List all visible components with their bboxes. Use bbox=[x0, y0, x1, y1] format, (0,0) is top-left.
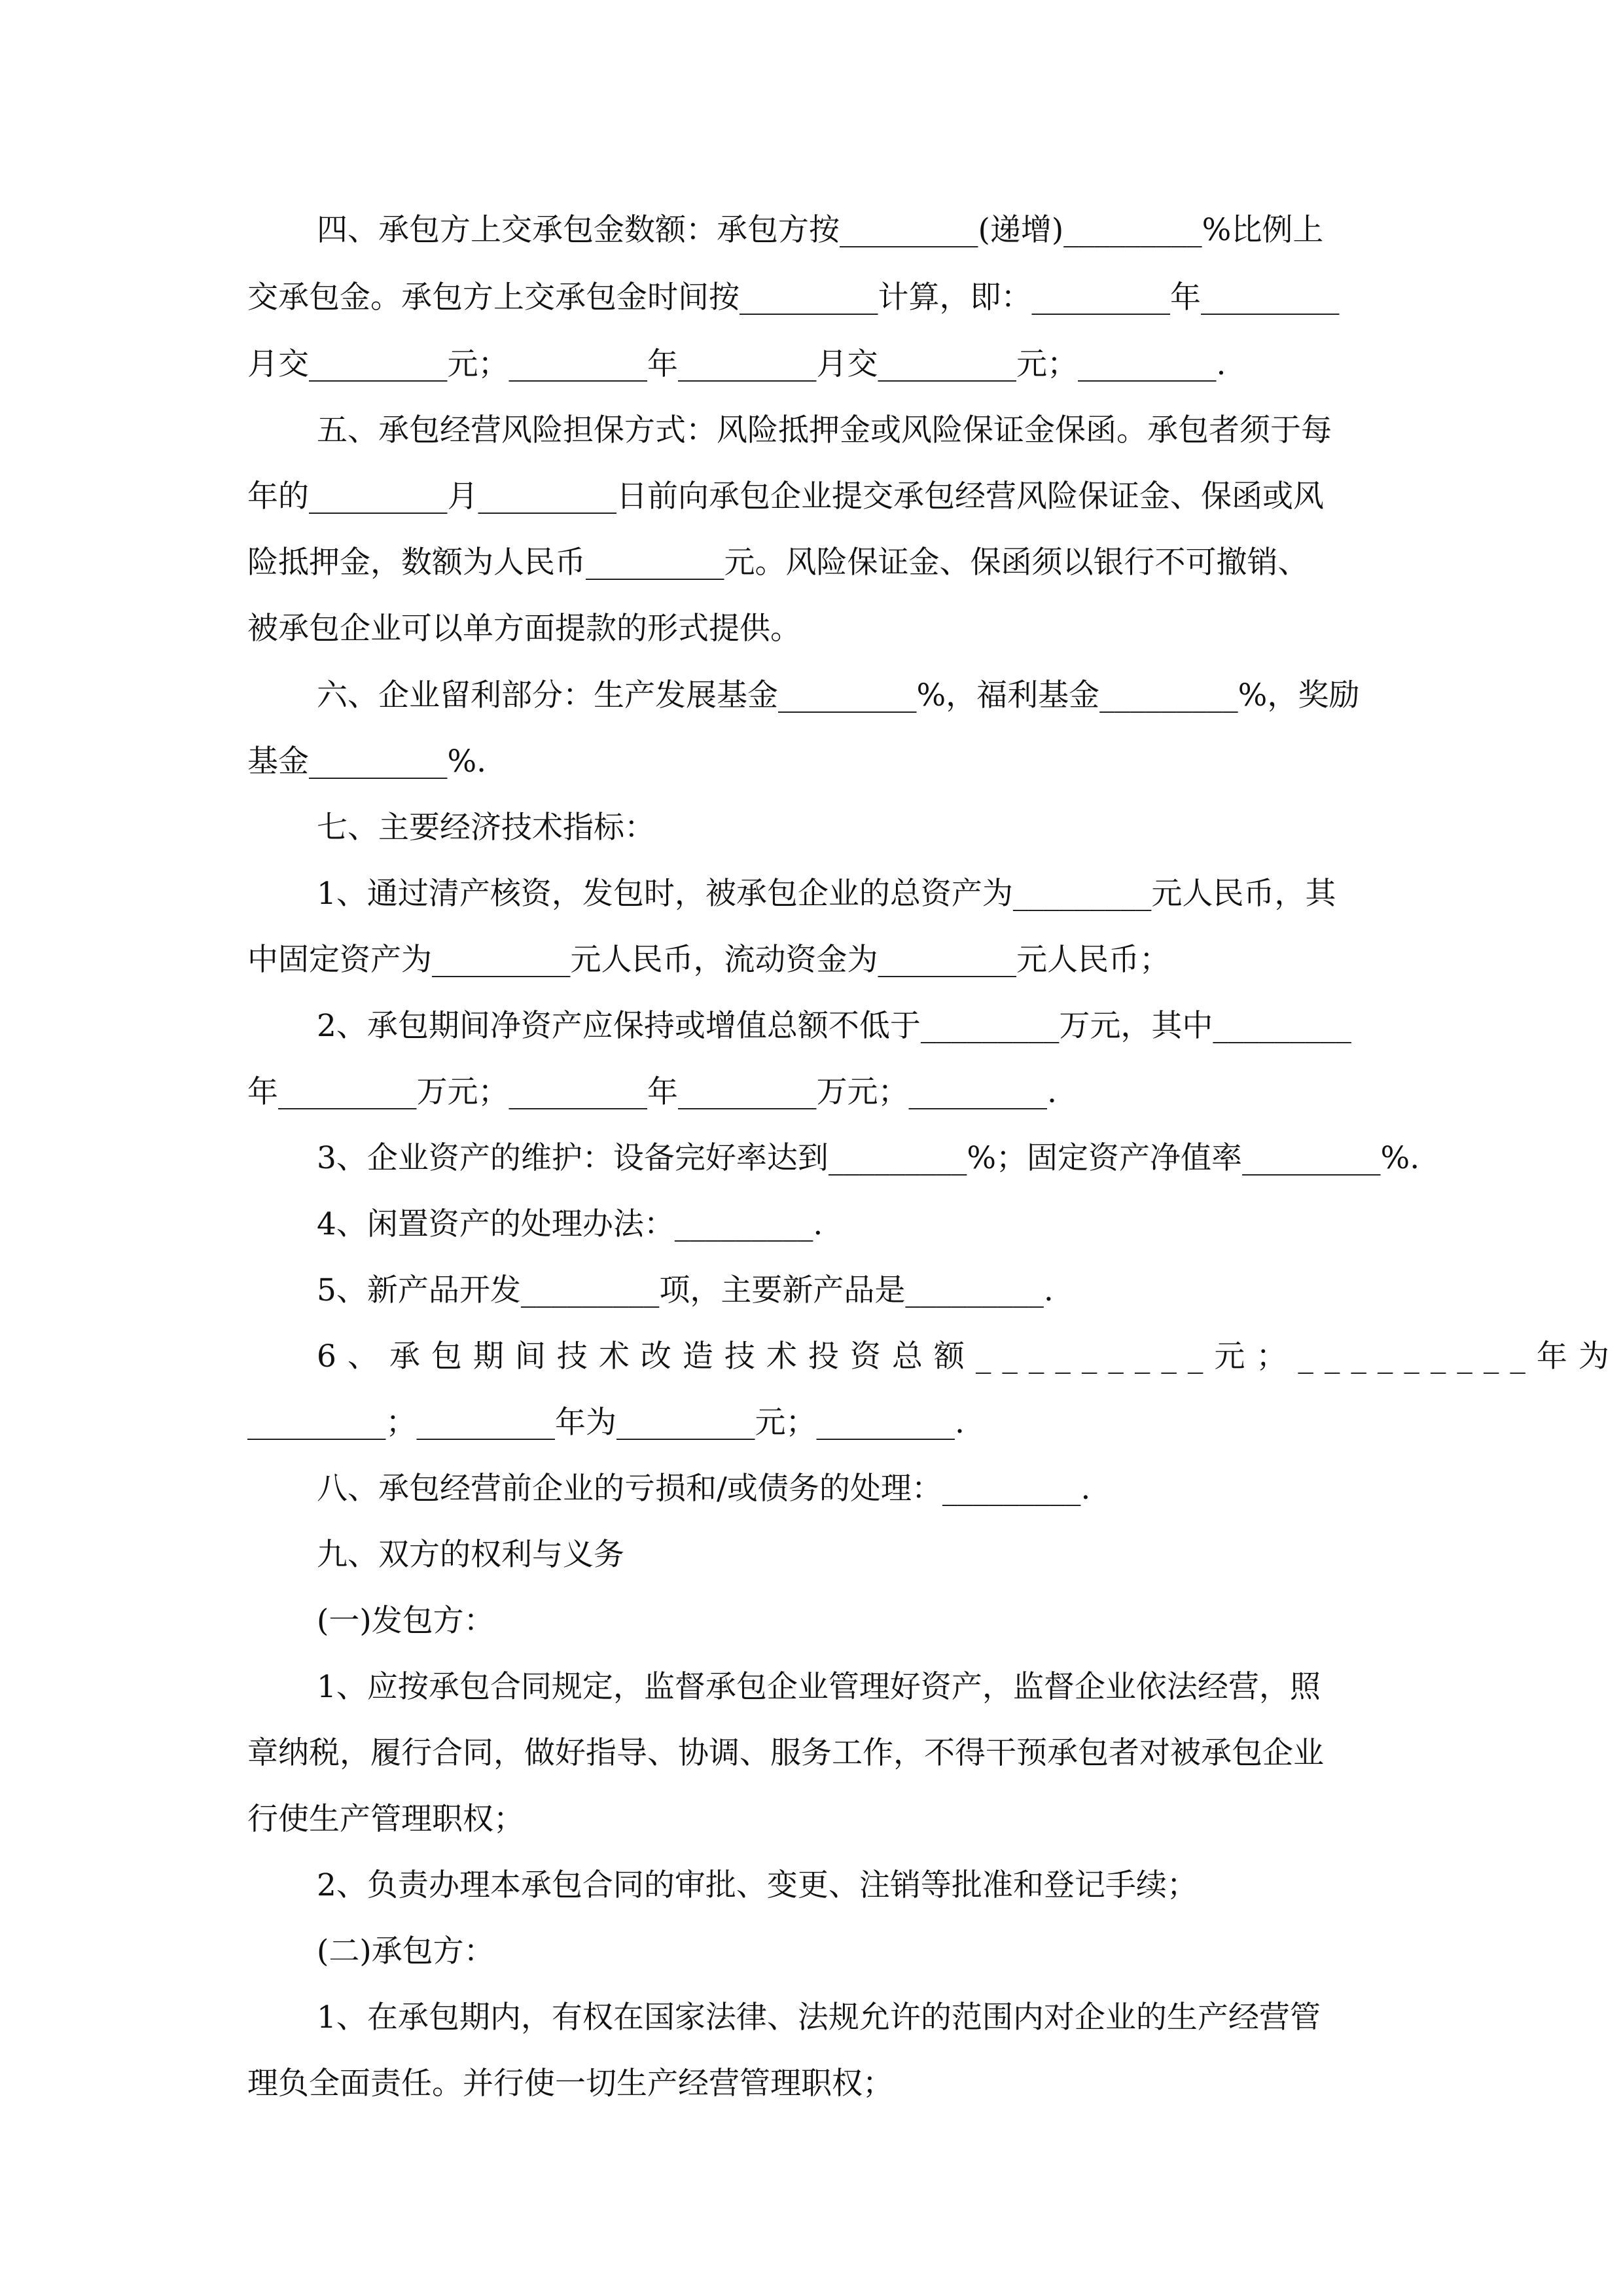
text-line: 5、新产品开发_________项，主要新产品是_________. bbox=[317, 1272, 1054, 1308]
text-line: 交承包金。承包方上交承包金时间按_________计算，即：_________年_________ bbox=[247, 279, 1340, 315]
text-line: 1、应按承包合同规定，监督承包企业管理好资产，监督企业依法经营，照 bbox=[317, 1669, 1321, 1705]
text-line: _________；_________年为_________元；_________. bbox=[247, 1405, 965, 1441]
text-line: 理负全面责任。并行使一切生产经营管理职权； bbox=[247, 2066, 893, 2102]
text-line: 险抵押金，数额为人民币_________元。风险保证金、保函须以银行不可撤销、 bbox=[247, 545, 1309, 581]
text-line: 中固定资产为_________元人民币，流动资金为_________元人民币； bbox=[247, 942, 1170, 978]
text-line: 3、企业资产的维护：设备完好率达到_________%；固定资产净值率_________%. bbox=[317, 1140, 1420, 1176]
text-line: 基金_________%. bbox=[247, 744, 487, 780]
subsection-heading: (二)承包方： bbox=[317, 1933, 495, 1969]
text-line: 年_________万元；_________年_________万元；_________. bbox=[247, 1074, 1057, 1110]
text-line: 四、承包方上交承包金数额：承包方按_________(递增)_________%比例上 bbox=[317, 212, 1324, 248]
text-line: 被承包企业可以单方面提款的形式提供。 bbox=[247, 611, 801, 647]
text-line: 年的_________月_________日前向承包企业提交承包经营风险保证金、保函或风 bbox=[247, 478, 1324, 514]
text-line: 五、承包经营风险担保方式：风险抵押金或风险保证金保函。承包者须于每 bbox=[317, 412, 1332, 448]
text-line: 2、负责办理本承包合同的审批、变更、注销等批准和登记手续； bbox=[317, 1867, 1198, 1903]
text-line: 2、承包期间净资产应保持或增值总额不低于_________万元，其中_________ bbox=[317, 1008, 1351, 1044]
section-heading: 八、承包经营前企业的亏损和/或债务的处理：_________. bbox=[317, 1471, 1091, 1507]
section-heading: 九、双方的权利与义务 bbox=[317, 1537, 624, 1573]
section-heading: 七、主要经济技术指标： bbox=[317, 810, 655, 846]
text-line: 6、承包期间技术改造技术投资总额_________元；_________年为 bbox=[317, 1338, 1620, 1374]
text-line: 1、在承包期内，有权在国家法律、法规允许的范围内对企业的生产经营管 bbox=[317, 2000, 1321, 2036]
text-line: 六、企业留利部分：生产发展基金_________%，福利基金_________%，奖励 bbox=[317, 677, 1360, 713]
text-line: 行使生产管理职权； bbox=[247, 1801, 524, 1837]
subsection-heading: (一)发包方： bbox=[317, 1603, 495, 1639]
text-line: 章纳税，履行合同，做好指导、协调、服务工作，不得干预承包者对被承包企业 bbox=[247, 1735, 1324, 1771]
text-line: 1、通过清产核资，发包时，被承包企业的总资产为_________元人民币，其 bbox=[317, 876, 1336, 912]
text-line: 4、闲置资产的处理办法：_________. bbox=[317, 1206, 823, 1242]
text-line: 月交_________元；_________年_________月交_________元；_________. bbox=[247, 346, 1226, 382]
